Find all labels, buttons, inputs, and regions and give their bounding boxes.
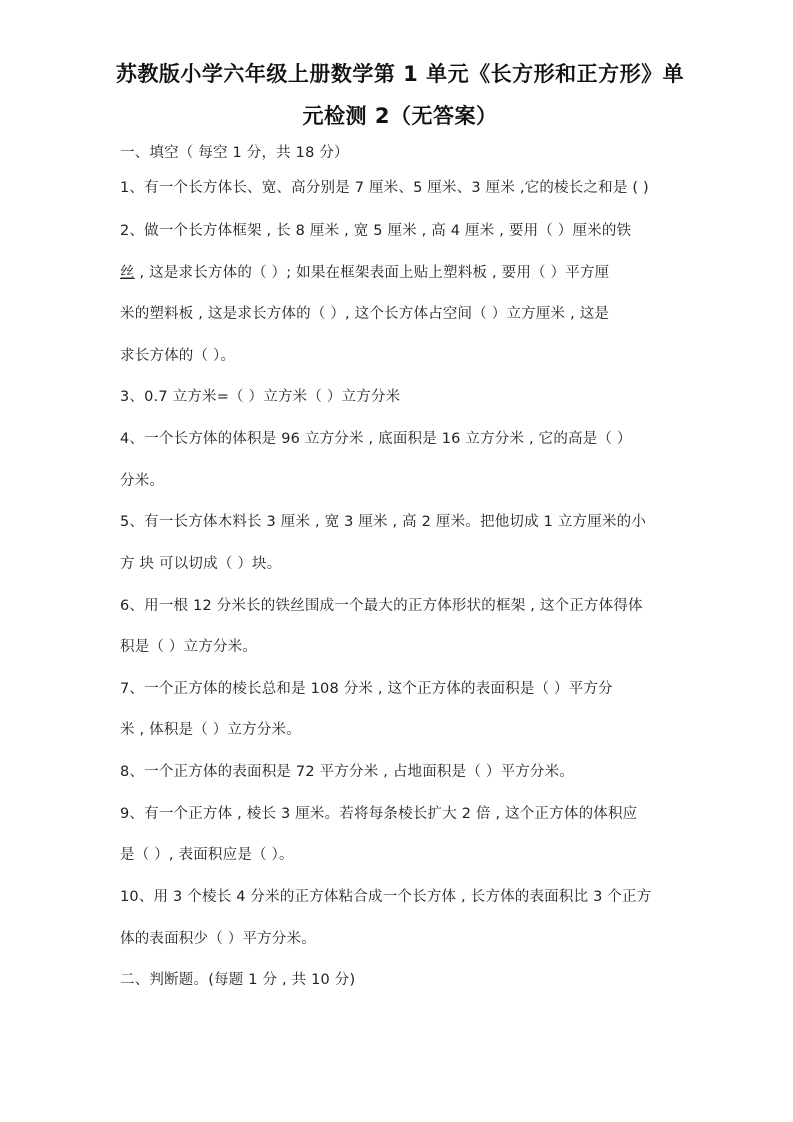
question-10-line-2: 体的表面积少（ ）平方分米。: [120, 931, 316, 947]
question-5-line-2: 方 块 可以切成（ ）块。: [120, 556, 282, 572]
question-5-line-1: 5、有一长方体木料长 3 厘米 , 宽 3 厘米 , 高 2 厘米。把他切成 1 立方厘米的小: [120, 514, 647, 530]
question-8: 8、一个正方体的表面积是 72 平方分米 , 占地面积是（ ）平方分米。: [120, 764, 575, 780]
question-7-line-1: 7、一个正方体的棱长总和是 108 分米 , 这个正方体的表面积是（ ）平方分: [120, 681, 613, 697]
question-4-line-2: 分米。: [120, 473, 165, 489]
question-3: 3、0.7 立方米=（ ）立方米（ ）立方分米: [120, 389, 401, 405]
underlined-word: 丝: [120, 265, 135, 281]
question-4-line-1: 4、一个长方体的体积是 96 立方分米 , 底面积是 16 立方分米 , 它的高是（ ）: [120, 431, 632, 447]
question-1: 1、有一个长方体长、宽、高分别是 7 厘米、5 厘米、3 厘米 ,它的棱长之和是 ( ): [120, 180, 649, 196]
question-2-line-4: 求长方体的（ ）。: [120, 348, 236, 364]
section-1-heading: 一、填空（ 每空 1 分，共 18 分）: [120, 145, 349, 161]
section-2-heading: 二、判断题。(每题 1 分 , 共 10 分): [120, 972, 356, 988]
question-2-line-3: 米的塑料板 , 这是求长方体的（ ）, 这个长方体占空间（ ）立方厘米 , 这是: [120, 306, 610, 322]
question-9-line-1: 9、有一个正方体 , 棱长 3 厘米。若将每条棱长扩大 2 倍 , 这个正方体的体积应: [120, 806, 638, 822]
question-2-line-1: 2、做一个长方体框架 , 长 8 厘米 , 宽 5 厘米 , 高 4 厘米 , 要用（ ）厘米的铁: [120, 223, 632, 239]
question-7-line-2: 米 , 体积是（ ）立方分米。: [120, 722, 301, 738]
question-2-line-2: [120, 261, 690, 282]
question-6-line-2: 积是（ ）立方分米。: [120, 639, 258, 655]
document-title-line-2: 元检测 2（无答案）: [302, 104, 498, 128]
document-title-line-1: 苏教版小学六年级上册数学第 1 单元《长方形和正方形》单: [115, 62, 685, 86]
question-10-line-1: 10、用 3 个棱长 4 分米的正方体粘合成一个长方体 , 长方体的表面积比 3 个正方: [120, 889, 652, 905]
question-9-line-2: 是（ ）, 表面积应是（ ）。: [120, 847, 294, 863]
question-2-line-2-text: , 这是求长方体的（ ）; 如果在框架表面上贴上塑料板 , 要用（ ）平方厘: [134, 265, 610, 281]
question-6-line-1: 6、用一根 12 分米长的铁丝围成一个最大的正方体形状的框架 , 这个正方体得体: [120, 598, 643, 614]
